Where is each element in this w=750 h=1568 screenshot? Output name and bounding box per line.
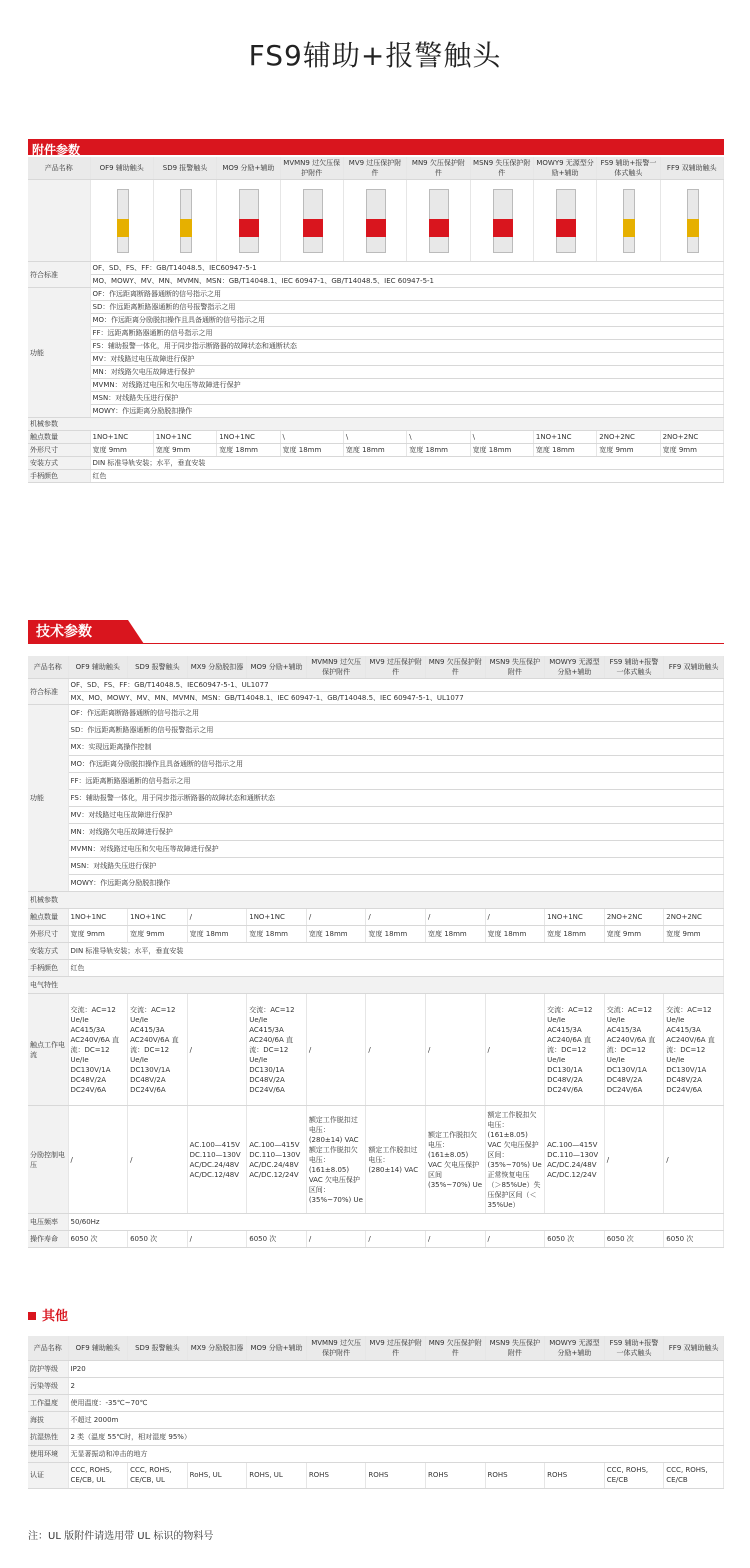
- header-cell: MSN9 失压保护附件: [485, 656, 545, 679]
- header-cell: MVMN9 过欠压保护附件: [306, 1336, 366, 1360]
- table-row: [28, 1360, 724, 1377]
- table-cell: /: [425, 909, 485, 926]
- table-row: [28, 892, 724, 909]
- table-row: [28, 1394, 724, 1411]
- table-cell: MVMN：对线路过电压和欠电压等故障进行保护: [68, 841, 724, 858]
- section-title: 附件参数: [32, 143, 81, 157]
- table-cell: 6050 次: [545, 1231, 605, 1248]
- row-label: 安装方式: [28, 943, 68, 960]
- table-cell: 宽度 18mm: [306, 926, 366, 943]
- table-row: [28, 790, 724, 807]
- table-cell: 2 类（温度 55℃时，相对湿度 95%）: [68, 1428, 724, 1445]
- table-cell: CCC, ROHS, CE/CB: [664, 1462, 724, 1488]
- header-cell: MOWY9 无源型分励+辅助: [533, 157, 596, 180]
- accessory-table: [28, 157, 724, 483]
- table-row: [28, 722, 724, 739]
- mv9-product-image: [363, 189, 387, 253]
- table-cell: OF、SD、FS、FF：GB/T14048.5、IEC60947-5-1: [90, 262, 724, 275]
- table-cell: \: [470, 431, 533, 444]
- table-cell: 6050 次: [604, 1231, 664, 1248]
- table-cell: MV：对线路过电压故障进行保护: [90, 353, 724, 366]
- header-cell: MSN9 失压保护附件: [470, 157, 533, 180]
- table-cell: /: [366, 994, 426, 1106]
- table-cell: MO：作远距离分励脱扣操作且具备通断的信号指示之用: [90, 314, 724, 327]
- table-cell: ROHS: [306, 1462, 366, 1488]
- header-cell: FS9 辅助+报警一体式触头: [604, 1336, 664, 1360]
- table-row: [28, 340, 724, 353]
- table-cell: /: [306, 909, 366, 926]
- table-cell: FS：辅助报警一体化，用于同步指示断路器的故障状态和通断状态: [68, 790, 724, 807]
- header-label: 产品名称: [28, 157, 90, 180]
- technical-table: [28, 656, 724, 1248]
- table-cell: 交流：AC=12 Ue/Ie AC415/3A AC240V/6A 直流：DC=12 Ue/Ie DC130V/1A DC48V/2A DC24V/6A: [128, 994, 188, 1106]
- table-cell: MVMN：对线路过电压和欠电压等故障进行保护: [90, 379, 724, 392]
- table-cell: /: [366, 909, 426, 926]
- row-label: 触点工作电流: [28, 994, 68, 1106]
- table-cell: ROHS: [366, 1462, 426, 1488]
- table-cell: 6050 次: [247, 1231, 307, 1248]
- table-cell: RoHS, UL: [187, 1462, 247, 1488]
- table-row: [28, 994, 724, 1106]
- header-cell: SD9 报警触头: [128, 1336, 188, 1360]
- section-title: 技术参数: [36, 624, 92, 640]
- of9-product-image: [114, 189, 130, 253]
- row-label: 电压频率: [28, 1214, 68, 1231]
- table-cell: AC.100—415V DC.110—130V AC/DC.24/48V AC/DC.12/48V: [187, 1106, 247, 1214]
- header-cell: MO9 分励+辅助: [247, 656, 307, 679]
- table-row: [28, 1411, 724, 1428]
- header-cell: MO9 分励+辅助: [217, 157, 280, 180]
- row-label: 抗湿热性: [28, 1428, 68, 1445]
- table-row: [28, 739, 724, 756]
- table-cell: 额定工作脱扣欠电压：(161±8.05) VAC 欠电压保护区间：(35%~70%) Ue 正常恢复电压（＞85%Ue）失压保护区间（＜35%Ue）: [485, 1106, 545, 1214]
- row-label: 安装方式: [28, 457, 90, 470]
- table-cell: 宽度 9mm: [68, 926, 128, 943]
- table-cell: OF：作远距离断路器通断的信号指示之用: [90, 288, 724, 301]
- table-cell: 1NO+1NC: [68, 909, 128, 926]
- table-cell: 宽度 18mm: [545, 926, 605, 943]
- table-cell: 1NO+1NC: [90, 431, 153, 444]
- row-label: 使用环境: [28, 1445, 68, 1462]
- section-header-technical: [28, 620, 128, 644]
- table-cell: AC.100—415V DC.110—130V AC/DC.24/48V AC/DC.12/24V: [545, 1106, 605, 1214]
- table-row: [28, 692, 724, 705]
- table-row: [28, 1462, 724, 1488]
- table-cell: /: [306, 994, 366, 1106]
- table-cell: 1NO+1NC: [217, 431, 280, 444]
- header-cell: MN9 欠压保护附件: [425, 656, 485, 679]
- footnote: 注：UL 版附件请选用带 UL 标识的物料号: [28, 1531, 214, 1542]
- table-cell: 宽度 18mm: [533, 444, 596, 457]
- table-cell: 宽度 9mm: [597, 444, 660, 457]
- header-cell: FF9 双辅助触头: [664, 656, 724, 679]
- table-cell: 2NO+2NC: [597, 431, 660, 444]
- table-row: [28, 943, 724, 960]
- table-cell: FF：远距离断路器通断的信号指示之用: [68, 773, 724, 790]
- table-cell: MOWY：作远距离分励脱扣操作: [90, 405, 724, 418]
- table-cell: ROHS: [425, 1462, 485, 1488]
- row-label: 触点数量: [28, 431, 90, 444]
- header-cell: OF9 辅助触头: [68, 656, 128, 679]
- table-row: [28, 1214, 724, 1231]
- table-cell: ROHS, UL: [247, 1462, 307, 1488]
- table-cell: 交流：AC=12 Ue/Ie AC415/3A AC240V/6A 直流：DC=12 Ue/Ie DC130V/1A DC48V/2A DC24V/6A: [604, 994, 664, 1106]
- table-cell: /: [128, 1106, 188, 1214]
- header-cell: OF9 辅助触头: [68, 1336, 128, 1360]
- table-row: [28, 301, 724, 314]
- table-row: [28, 807, 724, 824]
- table-row: [28, 418, 724, 431]
- other-table: [28, 1336, 724, 1489]
- table-row: [28, 405, 724, 418]
- fs9-product-image: [620, 189, 636, 253]
- table-cell: 宽度 18mm: [280, 444, 343, 457]
- table-row: [28, 960, 724, 977]
- row-label: 机械参数: [28, 892, 724, 909]
- table-cell: /: [187, 909, 247, 926]
- table-header-row: [28, 157, 724, 180]
- table-cell: /: [425, 994, 485, 1106]
- table-row: [28, 875, 724, 892]
- table-cell: IP20: [68, 1360, 724, 1377]
- table-cell: 2NO+2NC: [604, 909, 664, 926]
- empty-cell: [28, 180, 90, 262]
- table-cell: MX：实现远距离操作控制: [68, 739, 724, 756]
- header-cell: SD9 报警触头: [128, 656, 188, 679]
- mo9-product-image: [236, 189, 260, 253]
- table-cell: MSN：对线路失压进行保护: [68, 858, 724, 875]
- table-row: [28, 977, 724, 994]
- row-label: 触点数量: [28, 909, 68, 926]
- table-cell: AC.100—415V DC.110—130V AC/DC.24/48V AC/DC.12/24V: [247, 1106, 307, 1214]
- section-header-other: [28, 1305, 68, 1324]
- table-cell: 50/60Hz: [68, 1214, 724, 1231]
- row-label: 外形尺寸: [28, 926, 68, 943]
- table-cell: 宽度 18mm: [343, 444, 406, 457]
- table-row: [28, 841, 724, 858]
- table-cell: 宽度 18mm: [247, 926, 307, 943]
- table-cell: 1NO+1NC: [153, 431, 216, 444]
- table-row: [28, 679, 724, 692]
- table-row: [28, 444, 724, 457]
- header-cell: MN9 欠压保护附件: [407, 157, 470, 180]
- product-image-row: [28, 180, 724, 262]
- table-cell: 宽度 18mm: [366, 926, 426, 943]
- table-cell: CCC, ROHS, CE/CB: [604, 1462, 664, 1488]
- table-cell: 红色: [90, 470, 724, 483]
- table-row: [28, 909, 724, 926]
- table-cell: 宽度 9mm: [90, 444, 153, 457]
- table-row: [28, 366, 724, 379]
- msn9-product-image: [490, 189, 514, 253]
- table-cell: 宽度 9mm: [604, 926, 664, 943]
- row-label: 分励控制电压: [28, 1106, 68, 1214]
- table-row: [28, 705, 724, 722]
- table-cell: /: [485, 909, 545, 926]
- table-row: [28, 327, 724, 340]
- table-cell: 1NO+1NC: [545, 909, 605, 926]
- row-label: 污染等级: [28, 1377, 68, 1394]
- table-cell: /: [187, 994, 247, 1106]
- header-cell: FF9 双辅助触头: [660, 157, 723, 180]
- header-cell: MX9 分励脱扣器: [187, 1336, 247, 1360]
- divider: [28, 643, 724, 644]
- table-cell: /: [68, 1106, 128, 1214]
- header-cell: MV9 过压保护附件: [366, 656, 426, 679]
- header-cell: MSN9 失压保护附件: [485, 1336, 545, 1360]
- table-cell: MOWY：作远距离分励脱扣操作: [68, 875, 724, 892]
- table-row: [28, 1106, 724, 1214]
- table-cell: 2: [68, 1377, 724, 1394]
- mowy9-product-image: [553, 189, 577, 253]
- table-cell: SD：作远距离断路器通断的信号报警指示之用: [90, 301, 724, 314]
- section-marker-icon: [28, 1312, 36, 1320]
- header-cell: MV9 过压保护附件: [343, 157, 406, 180]
- table-cell: FS：辅助报警一体化，用于同步指示断路器的故障状态和通断状态: [90, 340, 724, 353]
- table-cell: \: [407, 431, 470, 444]
- header-cell: MVMN9 过欠压保护附件: [280, 157, 343, 180]
- table-cell: 不超过 2000m: [68, 1411, 724, 1428]
- row-label: 认证: [28, 1462, 68, 1488]
- table-row: [28, 314, 724, 327]
- table-cell: MN：对线路欠电压故障进行保护: [90, 366, 724, 379]
- table-cell: /: [425, 1231, 485, 1248]
- page-title: FS9辅助+报警触头: [248, 39, 502, 72]
- table-cell: \: [343, 431, 406, 444]
- table-row: [28, 926, 724, 943]
- table-cell: 1NO+1NC: [533, 431, 596, 444]
- row-label: 功能: [28, 705, 68, 892]
- header-label: 产品名称: [28, 656, 68, 679]
- table-cell: MN：对线路欠电压故障进行保护: [68, 824, 724, 841]
- table-header-row: [28, 656, 724, 679]
- header-cell: OF9 辅助触头: [90, 157, 153, 180]
- table-row: [28, 824, 724, 841]
- table-row: [28, 756, 724, 773]
- table-cell: 宽度 9mm: [153, 444, 216, 457]
- table-cell: /: [306, 1231, 366, 1248]
- row-label: 符合标准: [28, 679, 68, 705]
- row-label: 功能: [28, 288, 90, 418]
- table-cell: CCC, ROHS, CE/CB, UL: [128, 1462, 188, 1488]
- table-cell: CCC, ROHS, CE/CB, UL: [68, 1462, 128, 1488]
- table-cell: 交流：AC=12 Ue/Ie AC415/3A AC240V/6A 直流：DC=12 Ue/Ie DC130V/1A DC48V/2A DC24V/6A: [664, 994, 724, 1106]
- header-cell: MX9 分励脱扣器: [187, 656, 247, 679]
- row-label: 海拔: [28, 1411, 68, 1428]
- table-cell: 6050 次: [664, 1231, 724, 1248]
- table-cell: DIN 标准导轨安装；水平，垂直安装: [68, 943, 724, 960]
- table-cell: /: [485, 1231, 545, 1248]
- table-cell: 额定工作脱扣过电压：(280±14) VAC 额定工作脱扣欠电压：(161±8.05) VAC 欠电压保护区间：(35%~70%) Ue: [306, 1106, 366, 1214]
- row-label: 手柄颜色: [28, 470, 90, 483]
- table-cell: OF、SD、FS、FF：GB/T14048.5、IEC60947-5-1、UL1077: [68, 679, 724, 692]
- header-cell: MO9 分励+辅助: [247, 1336, 307, 1360]
- table-cell: 宽度 18mm: [485, 926, 545, 943]
- table-row: [28, 431, 724, 444]
- row-label: 机械参数: [28, 418, 724, 431]
- table-cell: 无显著振动和冲击的地方: [68, 1445, 724, 1462]
- row-label: 电气特性: [28, 977, 724, 994]
- table-cell: /: [485, 994, 545, 1106]
- row-label: 符合标准: [28, 262, 90, 288]
- table-cell: 宽度 9mm: [664, 926, 724, 943]
- header-cell: MVMN9 过欠压保护附件: [306, 656, 366, 679]
- header-cell: MV9 过压保护附件: [366, 1336, 426, 1360]
- table-cell: 宽度 18mm: [217, 444, 280, 457]
- table-row: [28, 1231, 724, 1248]
- header-cell: MOWY9 无源型分励+辅助: [545, 656, 605, 679]
- row-label: 操作寿命: [28, 1231, 68, 1248]
- table-row: [28, 275, 724, 288]
- table-cell: 2NO+2NC: [660, 431, 723, 444]
- section-title: 其他: [42, 1309, 69, 1324]
- header-cell: SD9 报警触头: [153, 157, 216, 180]
- table-cell: MSN：对线路失压进行保护: [90, 392, 724, 405]
- table-cell: 2NO+2NC: [664, 909, 724, 926]
- mn9-product-image: [426, 189, 450, 253]
- table-cell: 交流：AC=12 Ue/Ie AC415/3A AC240V/6A 直流：DC=12 Ue/Ie DC130V/1A DC48V/2A DC24V/6A: [68, 994, 128, 1106]
- table-cell: 使用温度：-35℃~70℃: [68, 1394, 724, 1411]
- header-cell: FS9 辅助+报警一体式触头: [597, 157, 660, 180]
- table-cell: MO：作远距离分励脱扣操作且具备通断的信号指示之用: [68, 756, 724, 773]
- table-cell: 宽度 9mm: [128, 926, 188, 943]
- ff9-product-image: [684, 189, 700, 253]
- table-cell: 红色: [68, 960, 724, 977]
- mvmn9-product-image: [300, 189, 324, 253]
- table-row: [28, 773, 724, 790]
- table-cell: 1NO+1NC: [128, 909, 188, 926]
- table-row: [28, 288, 724, 301]
- table-cell: MX、MO、MOWY、MV、MN、MVMN、MSN：GB/T14048.1、IEC 60947-1、GB/T14048.5、IEC 60947-5-1、UL1077: [68, 692, 724, 705]
- sd9-product-image: [177, 189, 193, 253]
- table-cell: /: [604, 1106, 664, 1214]
- table-cell: 交流：AC=12 Ue/Ie AC415/3A AC240/6A 直流：DC=12 Ue/Ie DC130/1A DC48V/2A DC24V/6A: [545, 994, 605, 1106]
- row-label: 工作温度: [28, 1394, 68, 1411]
- header-label: 产品名称: [28, 1336, 68, 1360]
- table-cell: MO、MOWY、MV、MN、MVMN、MSN：GB/T14048.1、IEC 60947-1、GB/T14048.5、IEC 60947-5-1: [90, 275, 724, 288]
- header-cell: FS9 辅助+报警一体式触头: [604, 656, 664, 679]
- table-cell: MV：对线路过电压故障进行保护: [68, 807, 724, 824]
- table-cell: 6050 次: [68, 1231, 128, 1248]
- table-cell: /: [366, 1231, 426, 1248]
- table-header-row: [28, 1336, 724, 1360]
- table-row: [28, 457, 724, 470]
- table-cell: 1NO+1NC: [247, 909, 307, 926]
- table-cell: ROHS: [485, 1462, 545, 1488]
- table-cell: 额定工作脱扣过电压：(280±14) VAC: [366, 1106, 426, 1214]
- table-cell: /: [187, 1231, 247, 1248]
- table-cell: 6050 次: [128, 1231, 188, 1248]
- table-row: [28, 1428, 724, 1445]
- table-row: [28, 858, 724, 875]
- table-cell: FF：远距离断路器通断的信号指示之用: [90, 327, 724, 340]
- table-row: [28, 1445, 724, 1462]
- header-cell: FF9 双辅助触头: [664, 1336, 724, 1360]
- table-cell: 额定工作脱扣欠电压：(161±8.05) VAC 欠电压保护区间(35%~70%) Ue: [425, 1106, 485, 1214]
- table-row: [28, 1377, 724, 1394]
- table-cell: ROHS: [545, 1462, 605, 1488]
- table-cell: OF：作远距离断路器通断的信号指示之用: [68, 705, 724, 722]
- table-cell: 宽度 18mm: [470, 444, 533, 457]
- row-label: 防护等级: [28, 1360, 68, 1377]
- table-row: [28, 470, 724, 483]
- table-cell: 交流：AC=12 Ue/Ie AC415/3A AC240/6A 直流：DC=12 Ue/Ie DC130/1A DC48V/2A DC24V/6A: [247, 994, 307, 1106]
- table-cell: SD：作远距离断路器通断的信号报警指示之用: [68, 722, 724, 739]
- row-label: 外形尺寸: [28, 444, 90, 457]
- header-cell: MN9 欠压保护附件: [425, 1336, 485, 1360]
- header-cell: MOWY9 无源型分励+辅助: [545, 1336, 605, 1360]
- table-row: [28, 262, 724, 275]
- row-label: 手柄颜色: [28, 960, 68, 977]
- table-cell: 宽度 18mm: [407, 444, 470, 457]
- table-row: [28, 392, 724, 405]
- table-cell: \: [280, 431, 343, 444]
- section-header-accessory: [28, 139, 724, 155]
- table-cell: /: [664, 1106, 724, 1214]
- table-row: [28, 379, 724, 392]
- table-cell: 宽度 9mm: [660, 444, 723, 457]
- table-cell: DIN 标准导轨安装；水平，垂直安装: [90, 457, 724, 470]
- table-cell: 宽度 18mm: [425, 926, 485, 943]
- table-row: [28, 353, 724, 366]
- table-cell: 宽度 18mm: [187, 926, 247, 943]
